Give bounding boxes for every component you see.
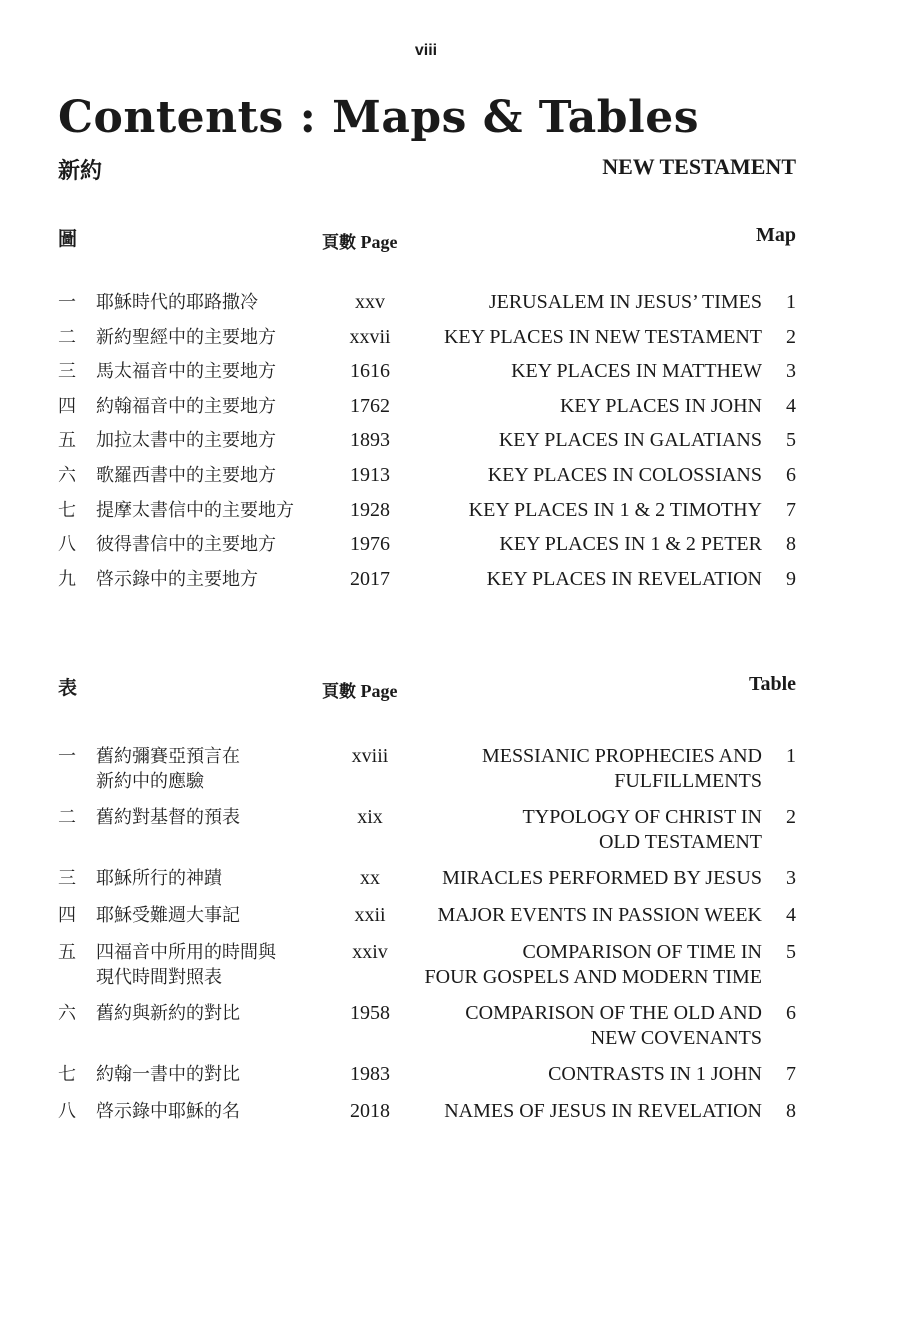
entry-number: 三 — [58, 361, 76, 383]
map-entry — [0, 290, 900, 325]
entry-title-chinese-line-1: 舊約彌賽亞預言在 — [96, 746, 240, 767]
maps-section-label: 圖 — [58, 228, 78, 250]
entry-title-chinese: 加拉太書中的主要地方 — [96, 430, 276, 452]
entry-title-chinese — [96, 744, 336, 794]
table-entry — [0, 805, 900, 866]
entry-title-english — [400, 940, 762, 990]
entry-title-chinese-line-2: 現代時間對照表 — [96, 967, 222, 988]
entry-title-english-line-2: FULFILLMENTS — [614, 770, 762, 792]
entry-index: 9 — [786, 567, 796, 590]
subtitle-chinese: 新約 — [58, 159, 103, 184]
entry-title-chinese: 舊約對基督的預表 — [96, 807, 240, 828]
entry-title-english: KEY PLACES IN MATTHEW — [511, 360, 762, 383]
entry-index: 1 — [786, 291, 796, 313]
entry-page: 1893 — [350, 429, 390, 452]
entry-index: 1 — [786, 745, 796, 767]
maps-page-header-en: Page — [360, 232, 398, 252]
entry-title-chinese: 歌羅西書中的主要地方 — [96, 464, 276, 486]
entry-title-chinese: 彼得書信中的主要地方 — [96, 534, 276, 556]
entry-index: 6 — [786, 1002, 796, 1024]
entry-title-english-line-1: MESSIANIC PROPHECIES AND — [481, 745, 762, 767]
entry-number: 一 — [58, 292, 76, 313]
entry-title-chinese — [96, 940, 336, 990]
map-entry — [0, 359, 900, 394]
entry-page: xxii — [354, 904, 386, 926]
entry-index: 7 — [786, 498, 796, 521]
entry-title-english-line-1: COMPARISON OF TIME IN — [522, 941, 762, 963]
entry-number: 八 — [58, 1101, 76, 1122]
page-title: Contents : Maps & Tables — [58, 92, 700, 143]
maps-page-header-cn: 頁數 — [322, 233, 356, 253]
entry-number: 二 — [58, 326, 76, 348]
table-entry — [0, 1001, 900, 1062]
entry-title-english: KEY PLACES IN 1 & 2 TIMOTHY — [468, 498, 762, 521]
entry-title-english: KEY PLACES IN 1 & 2 PETER — [499, 533, 762, 556]
entry-page: xviii — [351, 745, 389, 767]
entry-number: 五 — [58, 942, 76, 963]
table-entry — [0, 1062, 900, 1099]
map-entry — [0, 498, 900, 533]
tables-section-label: 表 — [58, 677, 78, 699]
entry-page: 2018 — [350, 1100, 390, 1122]
entry-page: 1762 — [350, 394, 390, 417]
entry-title-english-line-2: FOUR GOSPELS AND MODERN TIME — [424, 966, 762, 988]
entry-title-chinese: 耶穌所行的神蹟 — [96, 868, 222, 889]
entry-number: 六 — [58, 1003, 76, 1024]
map-entry — [0, 463, 900, 498]
entry-title-english-line-2: OLD TESTAMENT — [598, 831, 762, 853]
entry-index: 2 — [786, 325, 796, 348]
entry-title-english-line-1: COMPARISON OF THE OLD AND — [465, 1002, 762, 1024]
entry-index: 4 — [786, 394, 796, 417]
entry-title-chinese: 約翰福音中的主要地方 — [96, 395, 276, 417]
entry-number: 三 — [58, 868, 76, 889]
entry-title-english — [400, 805, 762, 855]
entry-index: 2 — [786, 806, 796, 828]
entry-title-english: NAMES OF JESUS IN REVELATION — [444, 1100, 762, 1122]
entry-number: 四 — [58, 395, 76, 417]
entry-page: 1983 — [350, 1063, 390, 1085]
entry-page: xix — [357, 806, 383, 828]
map-entry — [0, 567, 900, 602]
tables-page-column-header — [322, 677, 397, 702]
entry-number: 九 — [58, 568, 76, 590]
entry-index: 7 — [786, 1063, 796, 1085]
entry-index: 6 — [786, 463, 796, 486]
entry-number: 五 — [58, 430, 76, 452]
subtitle-english: NEW TESTAMENT — [602, 154, 796, 179]
entry-page: xxv — [355, 291, 385, 313]
entry-number: 四 — [58, 905, 76, 926]
entry-index: 4 — [786, 904, 796, 926]
entry-page: 1913 — [350, 463, 390, 486]
table-entry — [0, 866, 900, 903]
entry-title-english: MIRACLES PERFORMED BY JESUS — [442, 867, 762, 889]
entry-title-english: KEY PLACES IN GALATIANS — [498, 429, 762, 452]
entry-title-english: CONTRASTS IN 1 JOHN — [548, 1063, 762, 1085]
entry-number: 七 — [58, 1064, 76, 1085]
tables-page-header-en: Page — [360, 681, 398, 701]
entry-page: xxiv — [352, 941, 388, 963]
entry-title-english: MAJOR EVENTS IN PASSION WEEK — [437, 904, 762, 926]
table-entry — [0, 903, 900, 940]
entry-number: 一 — [58, 746, 76, 767]
table-entry — [0, 744, 900, 805]
table-entry — [0, 940, 900, 1001]
entry-index: 3 — [786, 360, 796, 383]
entry-title-english: KEY PLACES IN COLOSSIANS — [487, 463, 762, 486]
entry-title-english-line-1: TYPOLOGY OF CHRIST IN — [522, 806, 762, 828]
map-entry — [0, 532, 900, 567]
maps-section-header — [0, 224, 900, 254]
tables-page-header-cn: 頁數 — [322, 682, 356, 702]
entry-number: 八 — [58, 534, 76, 556]
entry-title-chinese: 啓示錄中耶穌的名 — [96, 1101, 240, 1122]
tables-list — [0, 744, 900, 1136]
entry-title-chinese-line-2: 新約中的應驗 — [96, 771, 204, 792]
entry-page: xxvii — [349, 325, 391, 348]
entry-index: 8 — [786, 533, 796, 556]
tables-kind-label: Table — [748, 673, 796, 695]
entry-number: 二 — [58, 807, 76, 828]
page-number: viii — [414, 42, 438, 59]
entry-title-chinese: 舊約與新約的對比 — [96, 1003, 240, 1024]
maps-page-column-header — [322, 228, 397, 253]
entry-title-english: KEY PLACES IN NEW TESTAMENT — [443, 325, 762, 348]
entry-title-chinese-line-1: 四福音中所用的時間與 — [96, 942, 276, 963]
entry-title-english: KEY PLACES IN REVELATION — [486, 567, 762, 590]
entry-page: 1616 — [350, 360, 390, 383]
table-entry — [0, 1099, 900, 1136]
entry-index: 5 — [786, 941, 796, 963]
entry-title-chinese: 新約聖經中的主要地方 — [96, 326, 276, 348]
entry-title-english: KEY PLACES IN JOHN — [559, 394, 762, 417]
entry-title-english — [400, 1001, 762, 1051]
entry-title-chinese: 耶穌受難週大事記 — [96, 905, 240, 926]
entry-page: 1976 — [350, 533, 390, 556]
entry-page: xx — [360, 867, 380, 889]
map-entry — [0, 325, 900, 360]
entry-title-chinese: 約翰一書中的對比 — [96, 1064, 240, 1085]
entry-index: 5 — [786, 429, 796, 452]
entry-title-english — [400, 744, 762, 794]
entry-index: 3 — [786, 867, 796, 889]
entry-title-chinese: 馬太福音中的主要地方 — [96, 361, 276, 383]
entry-title-english-line-2: NEW COVENANTS — [590, 1027, 762, 1049]
maps-list — [0, 290, 900, 601]
tables-section-header — [0, 673, 900, 703]
entry-title-chinese: 啓示錄中的主要地方 — [96, 568, 258, 590]
map-entry — [0, 394, 900, 429]
entry-index: 8 — [786, 1100, 796, 1122]
entry-title-chinese: 提摩太書信中的主要地方 — [96, 499, 294, 521]
entry-number: 六 — [58, 464, 76, 486]
map-entry — [0, 428, 900, 463]
entry-page: 1928 — [350, 498, 390, 521]
maps-kind-label: Map — [756, 224, 796, 246]
entry-title-english: JERUSALEM IN JESUS’ TIMES — [488, 291, 762, 313]
entry-page: 2017 — [350, 567, 390, 590]
entry-number: 七 — [58, 499, 76, 521]
entry-page: 1958 — [350, 1002, 390, 1024]
entry-title-chinese: 耶穌時代的耶路撒冷 — [96, 292, 258, 313]
